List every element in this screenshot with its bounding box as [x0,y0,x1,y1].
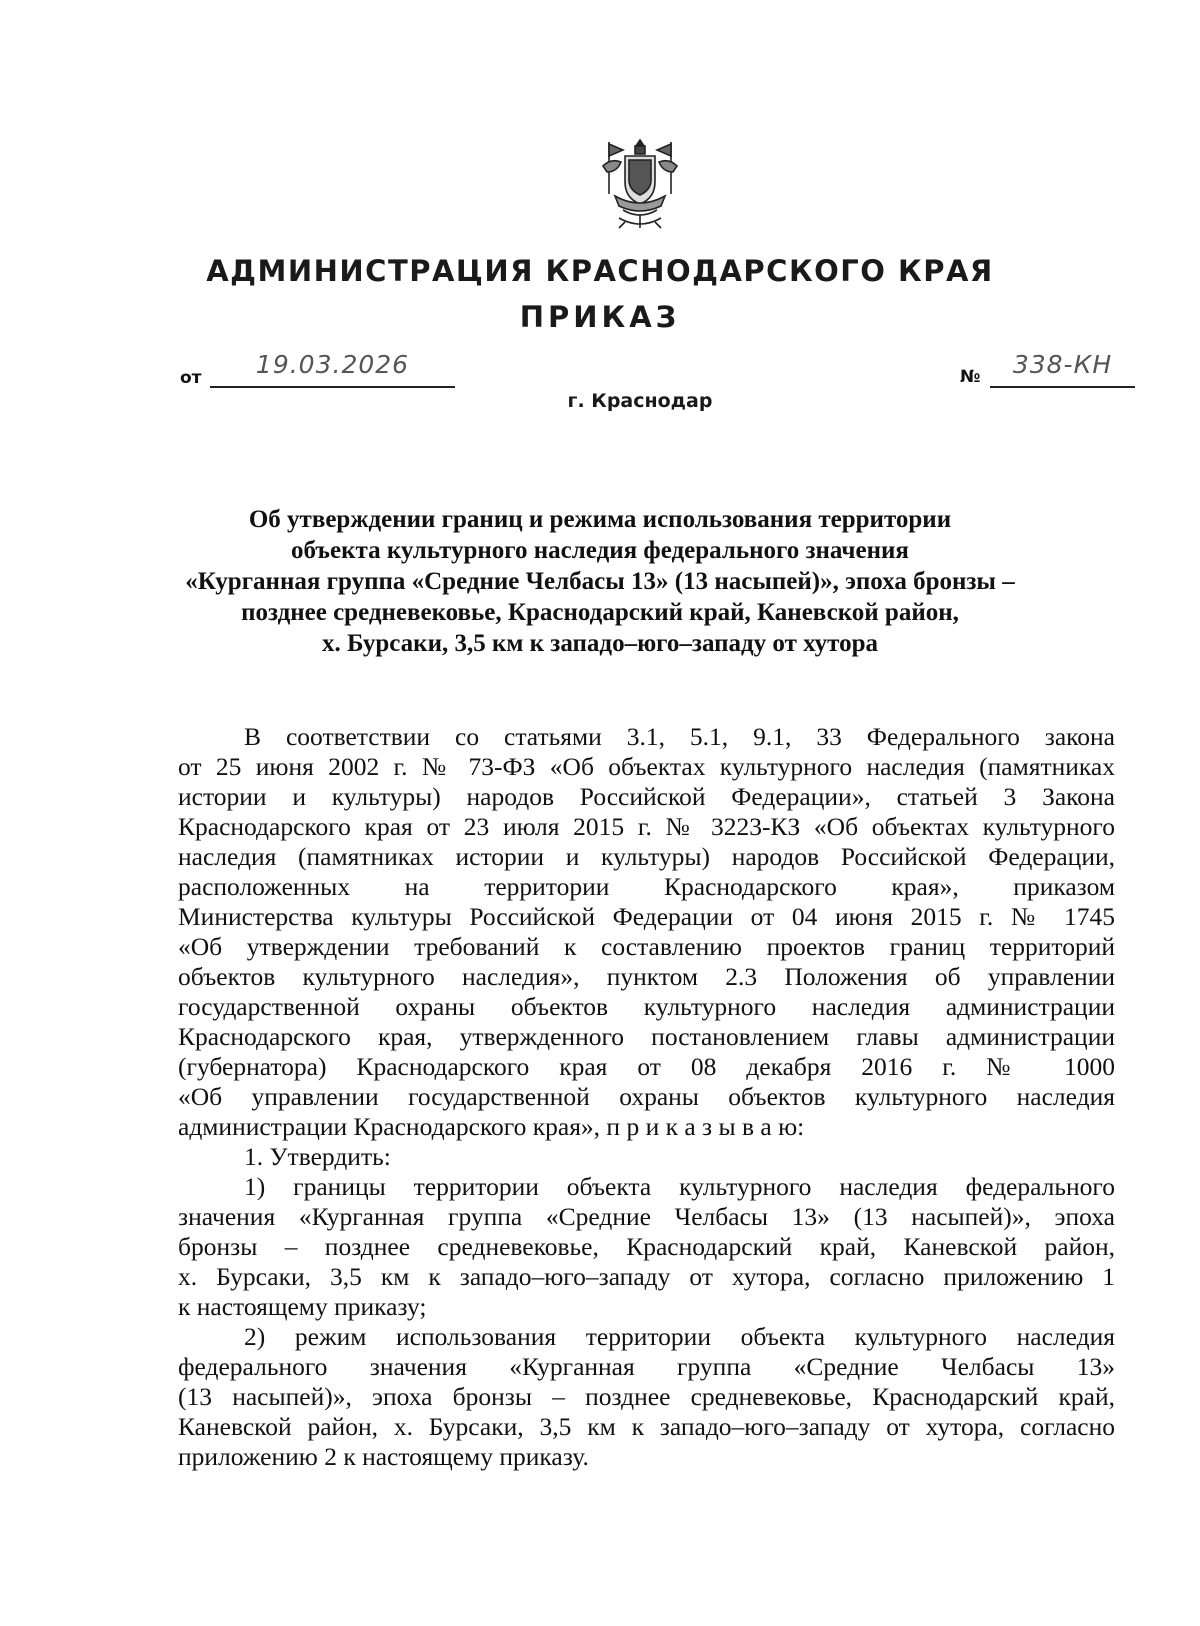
body-line: государственной охраны объектов культурного наследия администрации [178,992,1115,1021]
body-line: Министерства культуры Российской Федерации от 04 июня 2015 г. № 1745 [178,902,1115,931]
body-line: расположенных на территории Краснодарского края», приказом [178,872,1115,901]
organization-name: АДМИНИСТРАЦИЯ КРАСНОДАРСКОГО КРАЯ [206,254,994,288]
number-field [990,350,1135,388]
body-line: истории и культуры) народов Российской Федерации», статьей 3 Закона [178,782,1115,811]
body-line: 2) режим использования территории объекта культурного наследия [244,1322,1115,1351]
body-line: от 25 июня 2002 г. № 73-ФЗ «Об объектах культурного наследия (памятниках [178,752,1115,781]
body-line: бронзы – позднее средневековье, Краснодарский край, Каневской район, [178,1232,1115,1261]
title-line: объекта культурного наследия федерального значения [291,537,909,564]
body-line: администрации Краснодарского края», п р и к а з ы в а ю: [178,1112,805,1141]
title-line: Об утверждении границ и режима использования территории [248,506,952,533]
title-line: х. Бурсаки, 3,5 км к западо–юго–западу от хутора [321,630,879,657]
date-field [210,350,455,388]
document-body [178,722,1115,1472]
coat-of-arms-icon [595,136,685,232]
body-line: 1) границы территории объекта культурного наследия федерального [244,1172,1115,1201]
body-line: «Об управлении государственной охраны объектов культурного наследия [178,1082,1115,1111]
document-type: ПРИКАЗ [519,300,681,334]
document-title [160,504,1040,659]
body-line: х. Бурсаки, 3,5 км к западо–юго–западу от хутора, согласно приложению 1 [178,1262,1115,1291]
body-line: (губернатора) Краснодарского края от 08 декабря 2016 г. № 1000 [178,1052,1115,1081]
number-label: № [960,367,981,387]
body-line: В соответствии со статьями 3.1, 5.1, 9.1, 33 Федерального закона [244,722,1115,751]
body-line: значения «Курганная группа «Средние Челбасы 13» (13 насыпей)», эпоха [178,1202,1115,1231]
body-line: Краснодарского края от 23 июля 2015 г. № 3223-КЗ «Об объектах культурного [178,812,1115,841]
handwritten-date: 19.03.2026 [255,350,410,379]
body-line: федерального значения «Курганная группа «Средние Челбасы 13» [178,1352,1115,1381]
title-line: позднее средневековье, Краснодарский край, Каневской район, [241,599,959,626]
title-line: «Курганная группа «Средние Челбасы 13» (13 насыпей)», эпоха бронзы – [185,568,1015,595]
body-line: наследия (памятниках истории и культуры) народов Российской Федерации, [178,842,1115,871]
body-line: Краснодарского края, утвержденного постановлением главы администрации [178,1022,1115,1051]
city: г. Краснодар [567,390,713,412]
body-line: к настоящему приказу; [178,1292,427,1321]
body-line: объектов культурного наследия», пунктом 2.3 Положения об управлении [178,962,1115,991]
body-line: (13 насыпей)», эпоха бронзы – позднее средневековье, Краснодарский край, [178,1382,1115,1411]
date-label: от [180,368,202,388]
body-line: приложению 2 к настоящему приказу. [178,1442,589,1471]
handwritten-number: 338-КН [1012,350,1113,379]
body-line: Каневской район, х. Бурсаки, 3,5 км к западо–юго–западу от хутора, согласно [178,1412,1115,1441]
body-line: 1. Утвердить: [244,1142,391,1171]
body-line: «Об утверждении требований к составлению проектов границ территорий [178,932,1115,961]
